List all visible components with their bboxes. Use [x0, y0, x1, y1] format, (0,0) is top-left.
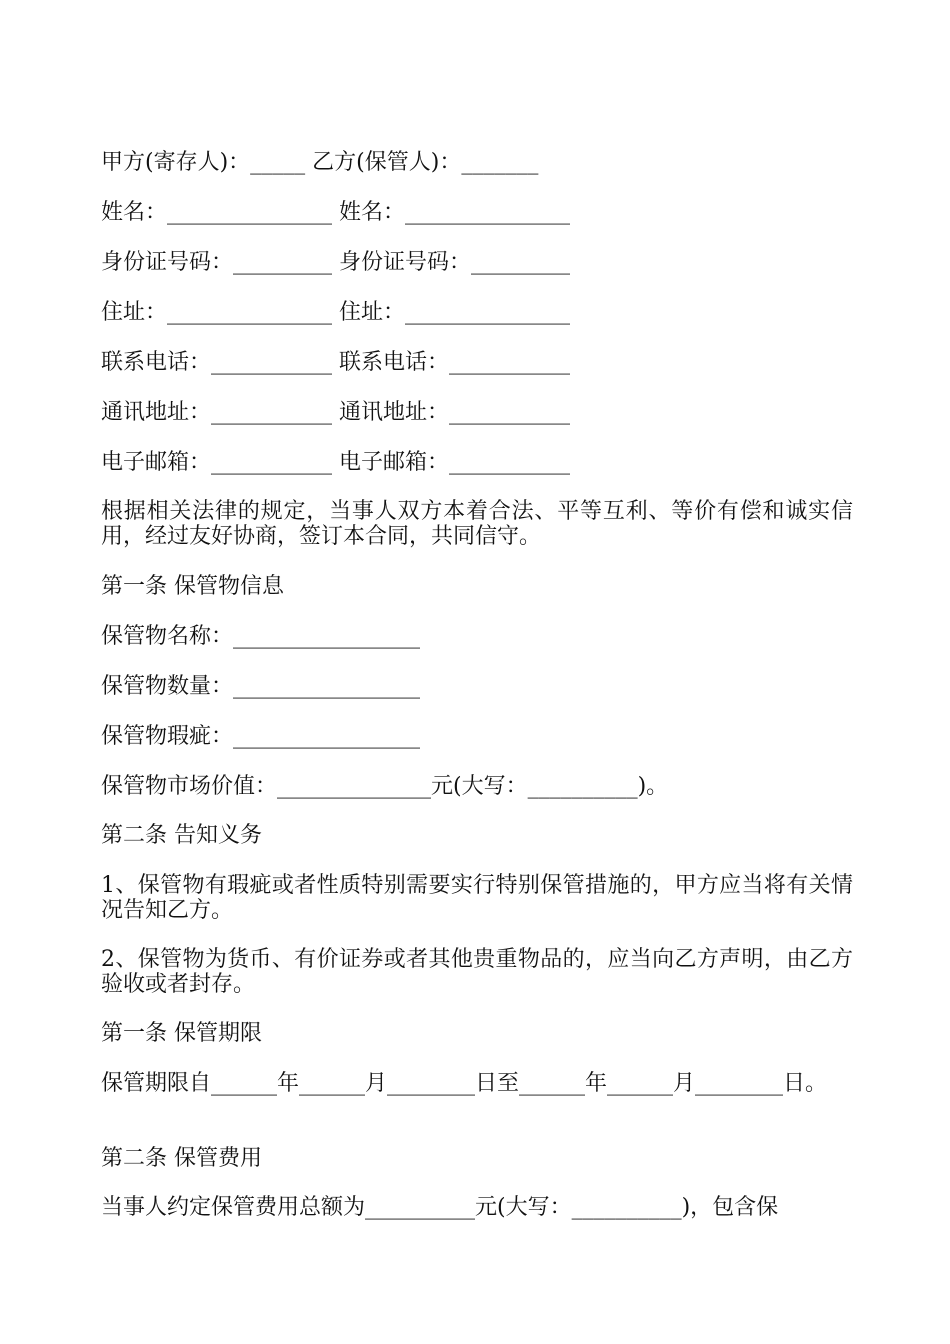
mailing-address-line: 通讯地址：___________ 通讯地址：___________	[101, 400, 570, 425]
storage-fee-line: 当事人约定保管费用总额为__________元(大写：__________)，包含保	[101, 1195, 779, 1220]
address-line: 住址：_______________ 住址：_______________	[101, 300, 570, 325]
phone-line: 联系电话：___________ 联系电话：___________	[101, 350, 570, 375]
article3-heading: 第一条 保管期限	[101, 1021, 262, 1046]
name-line: 姓名：_______________ 姓名：_______________	[101, 200, 570, 225]
item-name-line: 保管物名称：_________________	[101, 624, 421, 649]
id-number-line: 身份证号码：_________ 身份证号码：_________	[101, 250, 570, 275]
article4-heading: 第二条 保管费用	[101, 1146, 262, 1171]
item-defect-line: 保管物瑕疵：_________________	[101, 724, 421, 749]
notice-item-2: 2、保管物为货币、有价证券或者其他贵重物品的，应当向乙方声明，由乙方验收或者封存。	[101, 947, 853, 997]
email-line: 电子邮箱：___________ 电子邮箱：___________	[101, 450, 570, 475]
article2-heading: 第二条 告知义务	[101, 823, 262, 848]
item-quantity-line: 保管物数量：_________________	[101, 674, 421, 699]
notice-item-1: 1、保管物有瑕疵或者性质特别需要实行特别保管措施的，甲方应当将有关情况告知乙方。	[101, 873, 853, 923]
storage-period-paragraph: 保管期限自______年______月________日至______年______月________日。	[101, 1071, 828, 1096]
parties-header-line: 甲方(寄存人)：_____ 乙方(保管人)：_______	[101, 150, 539, 175]
article1-heading: 第一条 保管物信息	[101, 574, 284, 599]
item-value-line: 保管物市场价值：______________元(大写：__________)。	[101, 774, 669, 799]
intro-paragraph: 根据相关法律的规定，当事人双方本着合法、平等互利、等价有偿和诚实信用，经过友好协商，签订本合同，共同信守。	[101, 499, 853, 549]
